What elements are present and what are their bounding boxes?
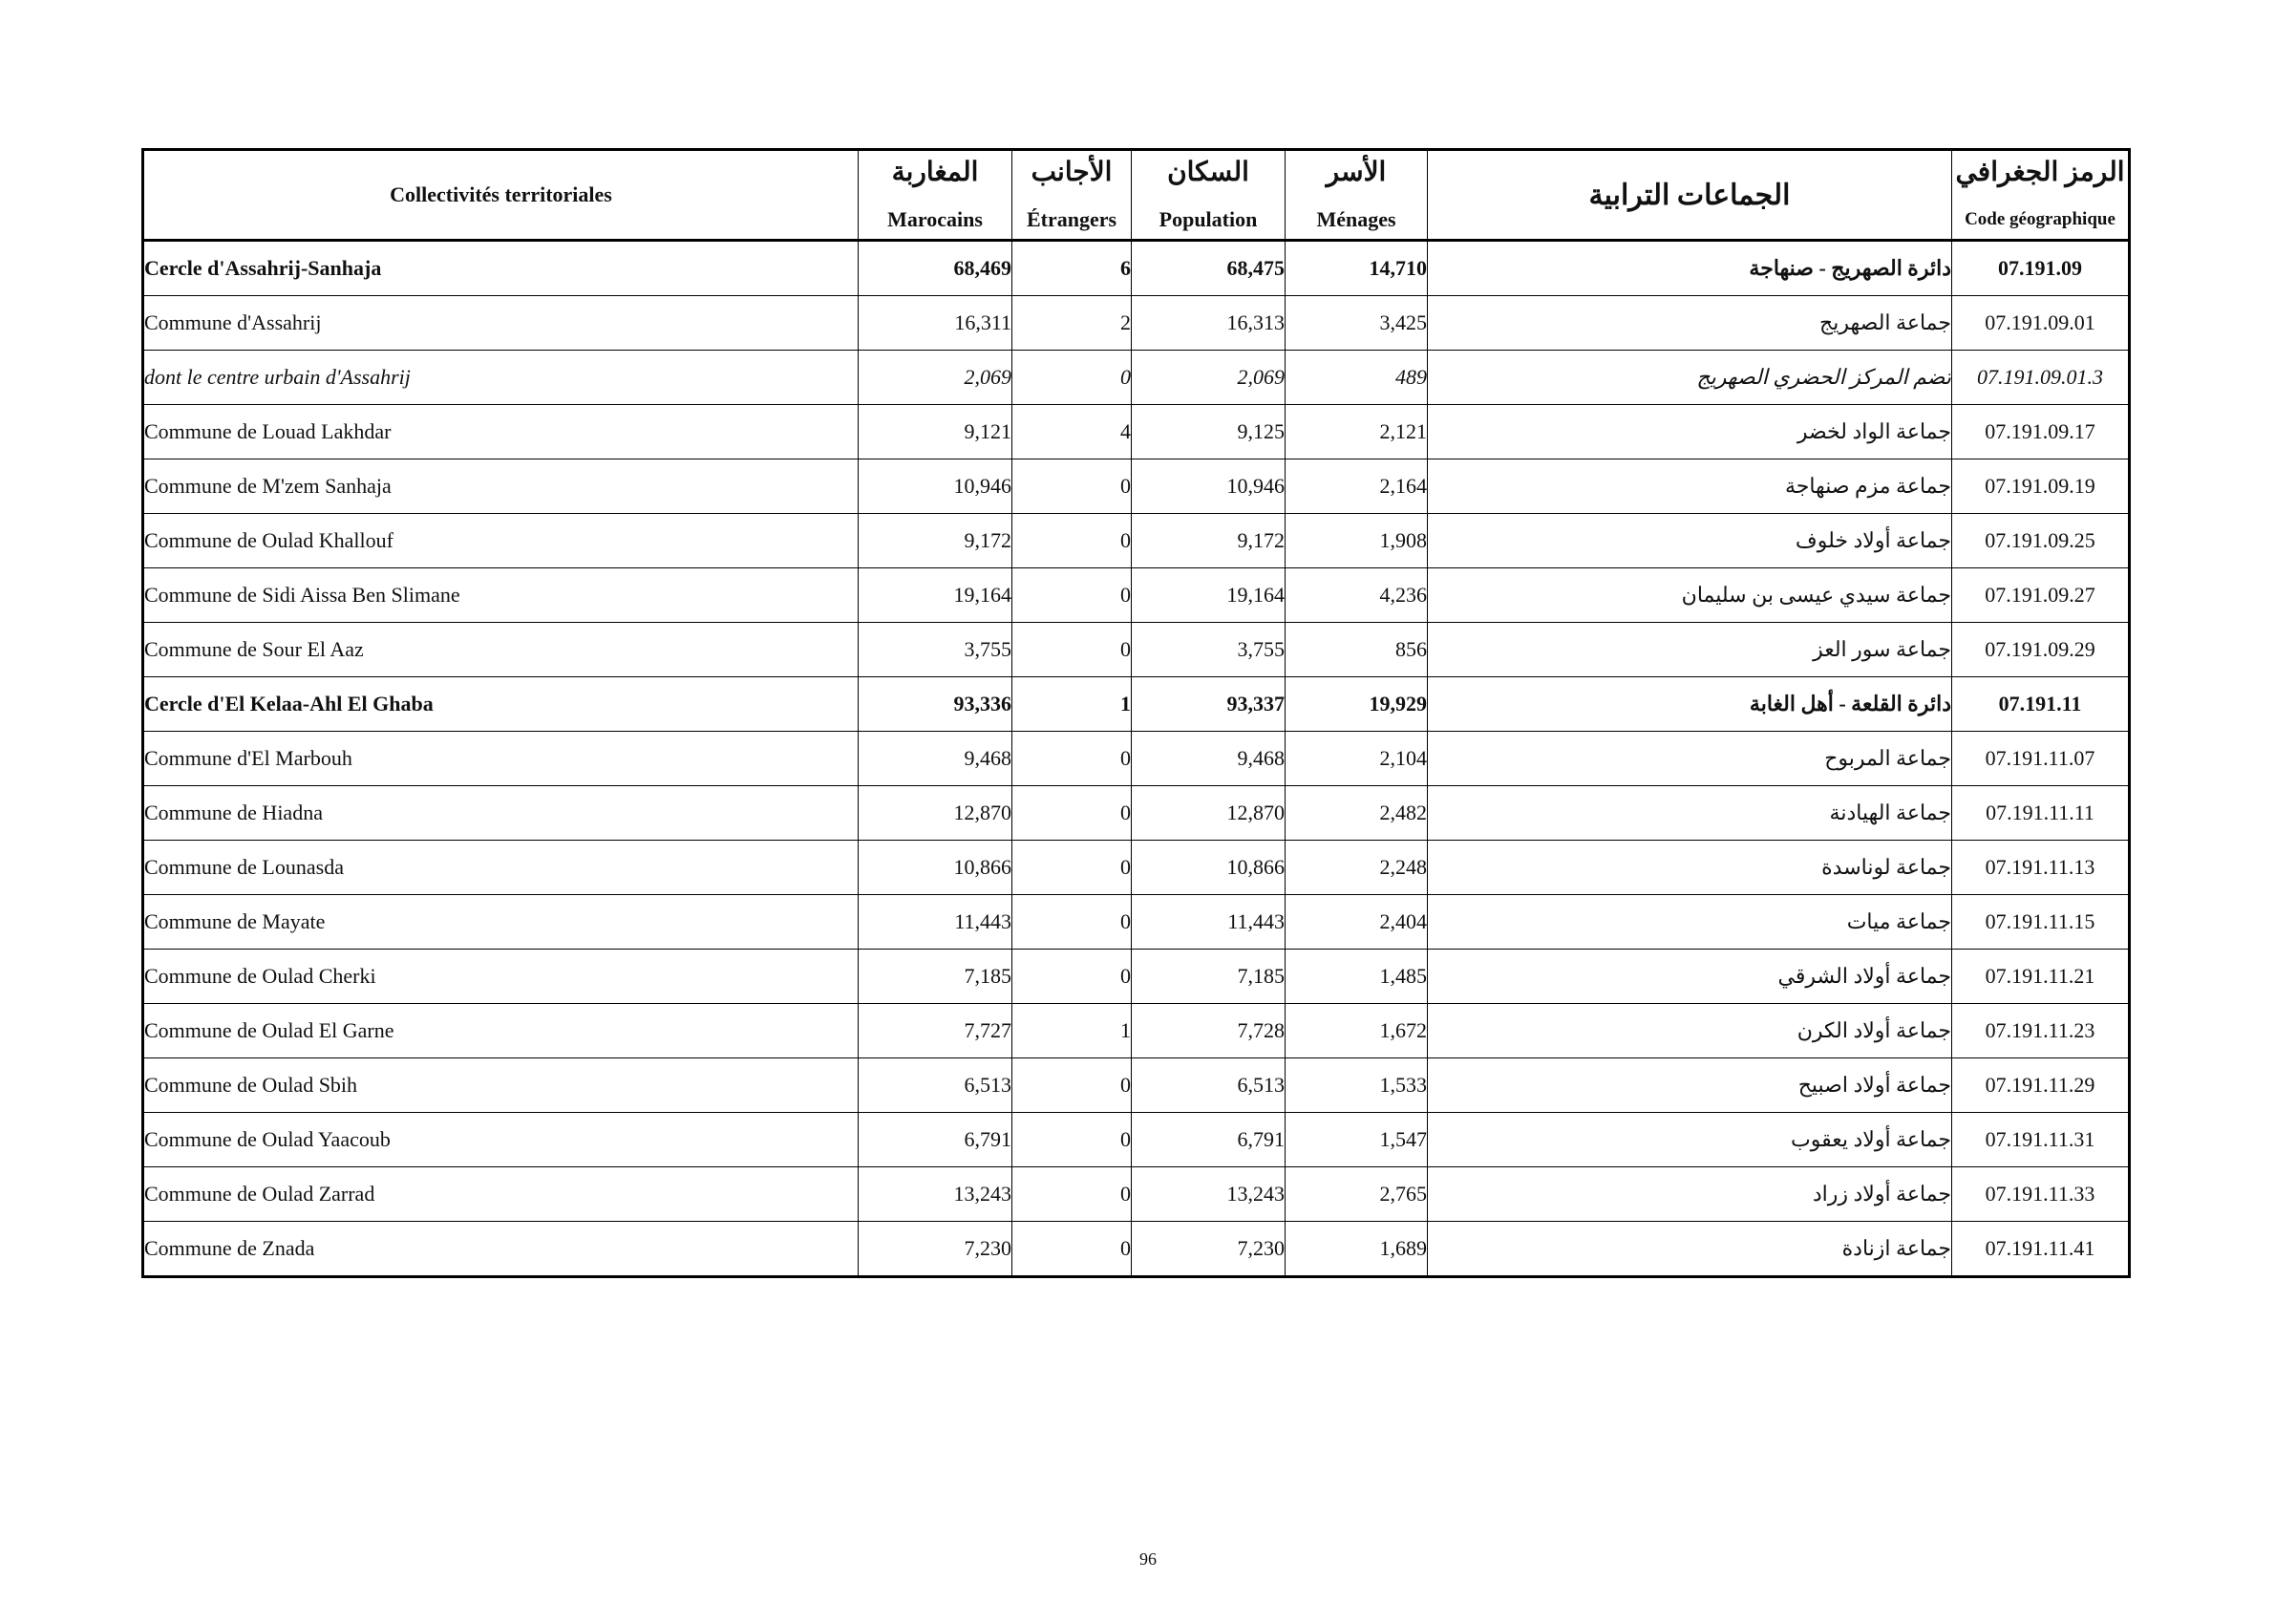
cell-marocains: 10,946	[859, 459, 1012, 514]
cell-etrangers: 0	[1012, 1058, 1132, 1113]
cell-etrangers: 0	[1012, 1113, 1132, 1167]
table-row	[143, 351, 2130, 405]
cell-etrangers: 1	[1012, 677, 1132, 732]
cell-name-fr: Cercle d'El Kelaa-Ahl El Ghaba	[143, 677, 859, 732]
cell-population: 7,185	[1132, 950, 1286, 1004]
header-etrangers-fr: Étrangers	[1026, 207, 1117, 231]
cell-name-ar: جماعة الهيادنة	[1428, 786, 1952, 841]
cell-menages: 2,765	[1286, 1167, 1428, 1222]
cell-code: 07.191.09.19	[1952, 459, 2130, 514]
cell-marocains: 9,172	[859, 514, 1012, 568]
cell-name-ar: جماعة ازنادة	[1428, 1222, 1952, 1277]
cell-name-ar: جماعة الصهريج	[1428, 296, 1952, 351]
cell-population: 13,243	[1132, 1167, 1286, 1222]
cell-name-ar: جماعة لوناسدة	[1428, 841, 1952, 895]
census-table	[141, 148, 2131, 1278]
table-row	[143, 514, 2130, 568]
header-population-ar: السكان	[1167, 158, 1249, 187]
header-code-fr: Code géographique	[1965, 209, 2115, 229]
cell-code: 07.191.11.07	[1952, 732, 2130, 786]
cell-menages: 1,672	[1286, 1004, 1428, 1058]
cell-name-fr: Commune de Oulad Yaacoub	[143, 1113, 859, 1167]
table-row	[143, 1113, 2130, 1167]
cell-name-fr: Commune de Oulad El Garne	[143, 1004, 859, 1058]
cell-menages: 1,533	[1286, 1058, 1428, 1113]
cell-name-fr: Commune d'El Marbouh	[143, 732, 859, 786]
cell-name-ar: جماعة أولاد خلوف	[1428, 514, 1952, 568]
cell-marocains: 93,336	[859, 677, 1012, 732]
cell-population: 68,475	[1132, 241, 1286, 296]
cell-population: 16,313	[1132, 296, 1286, 351]
cell-etrangers: 0	[1012, 841, 1132, 895]
cell-menages: 2,404	[1286, 895, 1428, 950]
cell-marocains: 11,443	[859, 895, 1012, 950]
table-row	[143, 459, 2130, 514]
cell-menages: 4,236	[1286, 568, 1428, 623]
cell-name-fr: Commune de M'zem Sanhaja	[143, 459, 859, 514]
cell-menages: 856	[1286, 623, 1428, 677]
cell-code: 07.191.11.31	[1952, 1113, 2130, 1167]
header-menages-fr: Ménages	[1316, 207, 1396, 231]
cell-etrangers: 0	[1012, 351, 1132, 405]
cell-population: 10,946	[1132, 459, 1286, 514]
cell-population: 12,870	[1132, 786, 1286, 841]
cell-etrangers: 1	[1012, 1004, 1132, 1058]
table-row	[143, 841, 2130, 895]
cell-menages: 2,121	[1286, 405, 1428, 459]
cell-population: 9,125	[1132, 405, 1286, 459]
table-row	[143, 732, 2130, 786]
cell-menages: 2,248	[1286, 841, 1428, 895]
cell-etrangers: 0	[1012, 1222, 1132, 1277]
cell-name-ar: جماعة أولاد اصبيح	[1428, 1058, 1952, 1113]
cell-population: 2,069	[1132, 351, 1286, 405]
cell-name-fr: Commune de Oulad Cherki	[143, 950, 859, 1004]
cell-name-ar: جماعة أولاد زراد	[1428, 1167, 1952, 1222]
cell-name-ar: جماعة أولاد الشرقي	[1428, 950, 1952, 1004]
cell-menages: 2,164	[1286, 459, 1428, 514]
header-population	[1132, 150, 1286, 241]
table-row	[143, 1222, 2130, 1277]
cell-marocains: 13,243	[859, 1167, 1012, 1222]
cell-marocains: 6,791	[859, 1113, 1012, 1167]
cell-name-fr: Commune de Lounasda	[143, 841, 859, 895]
table-row	[143, 895, 2130, 950]
cell-code: 07.191.09.25	[1952, 514, 2130, 568]
cell-name-ar: دائرة الصهريج - صنهاجة	[1428, 241, 1952, 296]
cell-menages: 19,929	[1286, 677, 1428, 732]
cell-name-ar: تضم المركز الحضري الصهريج	[1428, 351, 1952, 405]
cell-etrangers: 4	[1012, 405, 1132, 459]
cell-name-fr: Commune de Hiadna	[143, 786, 859, 841]
cell-name-fr: Commune de Sour El Aaz	[143, 623, 859, 677]
cell-code: 07.191.09.29	[1952, 623, 2130, 677]
cell-population: 11,443	[1132, 895, 1286, 950]
cell-name-ar: جماعة المربوح	[1428, 732, 1952, 786]
cell-code: 07.191.09	[1952, 241, 2130, 296]
cell-menages: 1,485	[1286, 950, 1428, 1004]
cell-population: 7,728	[1132, 1004, 1286, 1058]
cell-code: 07.191.11.33	[1952, 1167, 2130, 1222]
header-marocains-fr: Marocains	[887, 207, 983, 231]
header-collectivites-fr: Collectivités territoriales	[143, 150, 859, 241]
page-number: 96	[1139, 1549, 1157, 1569]
cell-population: 19,164	[1132, 568, 1286, 623]
table-row	[143, 950, 2130, 1004]
cell-marocains: 68,469	[859, 241, 1012, 296]
cell-marocains: 9,468	[859, 732, 1012, 786]
header-marocains-ar: المغاربة	[891, 158, 979, 187]
cell-name-ar: جماعة أولاد يعقوب	[1428, 1113, 1952, 1167]
header-row	[143, 150, 2130, 241]
cell-code: 07.191.11	[1952, 677, 2130, 732]
cell-etrangers: 0	[1012, 514, 1132, 568]
cell-code: 07.191.11.13	[1952, 841, 2130, 895]
cell-marocains: 7,727	[859, 1004, 1012, 1058]
header-etrangers	[1012, 150, 1132, 241]
header-code-ar: الرمز الجغرافي	[1955, 158, 2125, 187]
cell-population: 9,468	[1132, 732, 1286, 786]
table-body	[143, 241, 2130, 1277]
table-header	[143, 150, 2130, 241]
table-row	[143, 1058, 2130, 1113]
cell-etrangers: 0	[1012, 459, 1132, 514]
cell-menages: 1,689	[1286, 1222, 1428, 1277]
table-row	[143, 241, 2130, 296]
cell-marocains: 7,185	[859, 950, 1012, 1004]
cell-menages: 2,104	[1286, 732, 1428, 786]
table-row	[143, 405, 2130, 459]
cell-population: 93,337	[1132, 677, 1286, 732]
cell-menages: 3,425	[1286, 296, 1428, 351]
cell-marocains: 9,121	[859, 405, 1012, 459]
table-row	[143, 623, 2130, 677]
cell-name-fr: Commune de Louad Lakhdar	[143, 405, 859, 459]
cell-marocains: 6,513	[859, 1058, 1012, 1113]
cell-name-fr: dont le centre urbain d'Assahrij	[143, 351, 859, 405]
cell-marocains: 16,311	[859, 296, 1012, 351]
cell-name-ar: جماعة ميات	[1428, 895, 1952, 950]
cell-code: 07.191.11.41	[1952, 1222, 2130, 1277]
cell-population: 9,172	[1132, 514, 1286, 568]
cell-name-fr: Commune de Oulad Zarrad	[143, 1167, 859, 1222]
cell-menages: 14,710	[1286, 241, 1428, 296]
table-row	[143, 677, 2130, 732]
cell-code: 07.191.11.23	[1952, 1004, 2130, 1058]
cell-name-fr: Commune d'Assahrij	[143, 296, 859, 351]
cell-code: 07.191.09.01.3	[1952, 351, 2130, 405]
cell-marocains: 3,755	[859, 623, 1012, 677]
cell-name-fr: Commune de Oulad Khallouf	[143, 514, 859, 568]
cell-etrangers: 2	[1012, 296, 1132, 351]
cell-name-fr: Cercle d'Assahrij-Sanhaja	[143, 241, 859, 296]
cell-name-ar: جماعة سور العز	[1428, 623, 1952, 677]
cell-marocains: 19,164	[859, 568, 1012, 623]
table-row	[143, 786, 2130, 841]
cell-population: 6,513	[1132, 1058, 1286, 1113]
header-menages	[1286, 150, 1428, 241]
cell-name-fr: Commune de Znada	[143, 1222, 859, 1277]
cell-name-ar: جماعة الواد لخضر	[1428, 405, 1952, 459]
header-marocains	[859, 150, 1012, 241]
cell-code: 07.191.09.01	[1952, 296, 2130, 351]
header-menages-ar: الأسر	[1326, 158, 1387, 187]
header-etrangers-ar: الأجانب	[1031, 158, 1113, 187]
cell-etrangers: 0	[1012, 950, 1132, 1004]
cell-code: 07.191.11.21	[1952, 950, 2130, 1004]
cell-etrangers: 0	[1012, 568, 1132, 623]
cell-name-fr: Commune de Oulad Sbih	[143, 1058, 859, 1113]
cell-code: 07.191.09.27	[1952, 568, 2130, 623]
cell-menages: 2,482	[1286, 786, 1428, 841]
cell-name-ar: جماعة أولاد الكرن	[1428, 1004, 1952, 1058]
cell-marocains: 7,230	[859, 1222, 1012, 1277]
table-row	[143, 1167, 2130, 1222]
cell-etrangers: 0	[1012, 623, 1132, 677]
cell-code: 07.191.11.29	[1952, 1058, 2130, 1113]
cell-marocains: 12,870	[859, 786, 1012, 841]
header-collectivites-ar: الجماعات الترابية	[1428, 150, 1952, 241]
cell-population: 6,791	[1132, 1113, 1286, 1167]
header-population-fr: Population	[1159, 207, 1258, 231]
table-row	[143, 1004, 2130, 1058]
cell-menages: 1,547	[1286, 1113, 1428, 1167]
cell-code: 07.191.11.11	[1952, 786, 2130, 841]
table-row	[143, 296, 2130, 351]
cell-marocains: 2,069	[859, 351, 1012, 405]
cell-etrangers: 0	[1012, 1167, 1132, 1222]
cell-name-ar: دائرة القلعة - أهل الغابة	[1428, 677, 1952, 732]
cell-code: 07.191.09.17	[1952, 405, 2130, 459]
table-row	[143, 568, 2130, 623]
cell-name-fr: Commune de Mayate	[143, 895, 859, 950]
cell-name-ar: جماعة سيدي عيسى بن سليمان	[1428, 568, 1952, 623]
cell-marocains: 10,866	[859, 841, 1012, 895]
cell-population: 3,755	[1132, 623, 1286, 677]
cell-population: 10,866	[1132, 841, 1286, 895]
cell-etrangers: 6	[1012, 241, 1132, 296]
cell-code: 07.191.11.15	[1952, 895, 2130, 950]
cell-name-ar: جماعة مزم صنهاجة	[1428, 459, 1952, 514]
cell-etrangers: 0	[1012, 732, 1132, 786]
cell-population: 7,230	[1132, 1222, 1286, 1277]
cell-menages: 489	[1286, 351, 1428, 405]
header-code	[1952, 150, 2130, 241]
cell-etrangers: 0	[1012, 895, 1132, 950]
cell-menages: 1,908	[1286, 514, 1428, 568]
cell-name-fr: Commune de Sidi Aissa Ben Slimane	[143, 568, 859, 623]
cell-etrangers: 0	[1012, 786, 1132, 841]
